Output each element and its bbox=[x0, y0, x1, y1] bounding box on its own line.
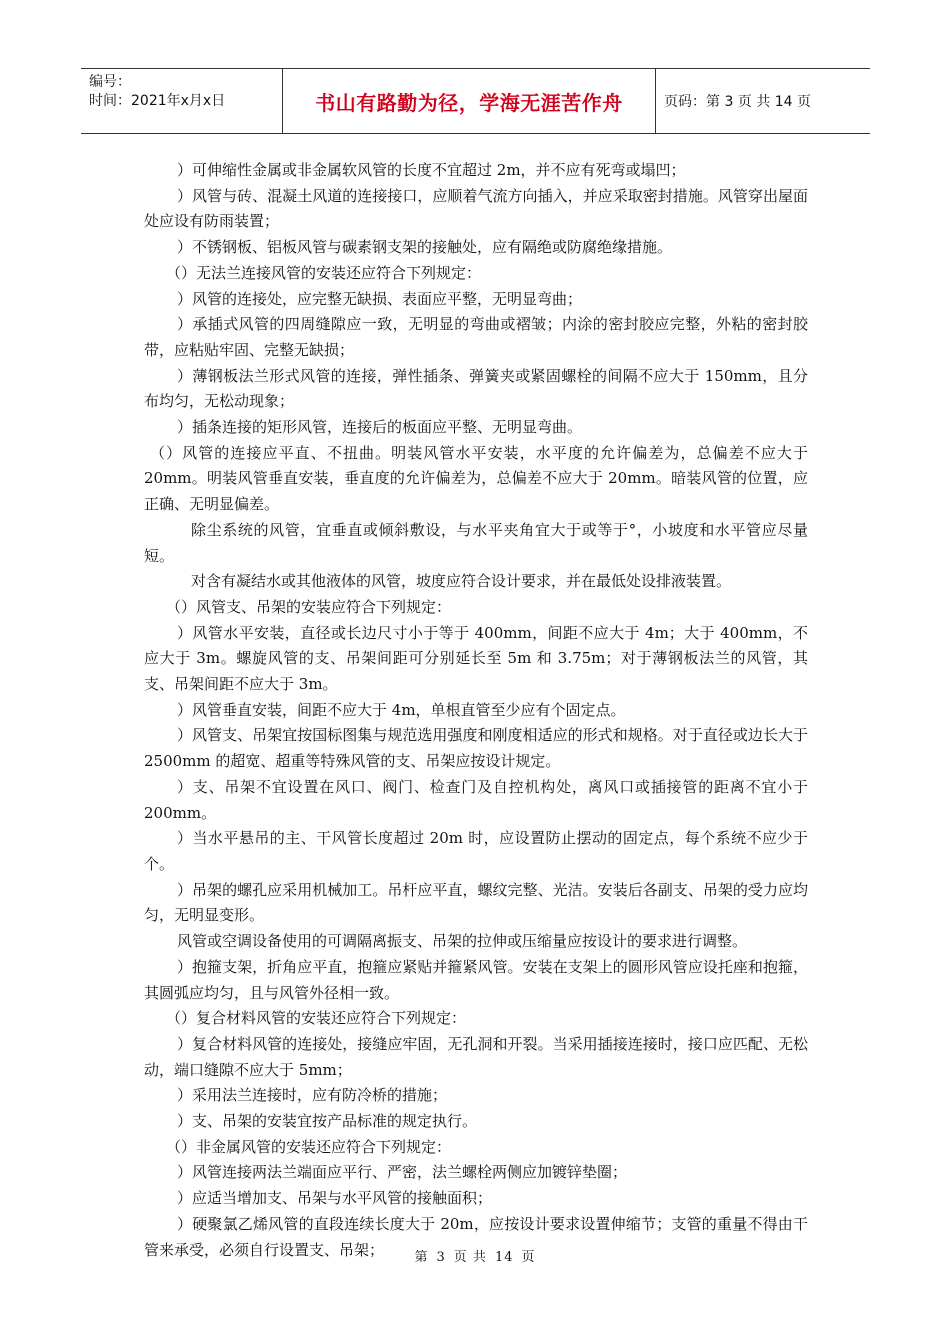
footer-mid: 页 共 bbox=[453, 1250, 487, 1265]
paragraph: ）承插式风管的四周缝隙应一致，无明显的弯曲或褶皱；内涂的密封胶应完整，外粘的密封胶带，应粘贴牢固、完整无缺损； bbox=[144, 315, 808, 359]
document-body bbox=[144, 158, 808, 1263]
paragraph: ）可伸缩性金属或非金属软风管的长度不宜超过 2m，并不应有死弯或塌凹； bbox=[177, 161, 686, 179]
paragraph: ）风管支、吊架宜按国标图集与规范选用强度和刚度相适应的形式和规格。对于直径或边长大于 2500mm 的超宽、超重等特殊风管的支、吊架应按设计规定。 bbox=[144, 726, 808, 771]
footer-total-pages: 14 bbox=[494, 1250, 514, 1265]
paragraph: ）风管水平安装，直径或长边尺寸小于等于 400mm，间距不应大于 4m；大于 400mm，不应大于 3m。螺旋风管的支、吊架间距可分别延长至 5m 和 3.75m；对于薄钢板法兰的风管，其支、吊架间距不应大于 3m。 bbox=[144, 623, 808, 694]
footer-suffix: 页 bbox=[521, 1250, 536, 1265]
paragraph: （）无法兰连接风管的安装还应符合下列规定： bbox=[166, 263, 482, 282]
paragraph: 除尘系统的风管，宜垂直或倾斜敷设，与水平夹角宜大于或等于°，小坡度和水平管应尽量短。 bbox=[144, 520, 808, 565]
paragraph: ）插条连接的矩形风管，连接后的板面应平整、无明显弯曲。 bbox=[177, 418, 583, 437]
document-date: 时间：2021年x月x日 bbox=[89, 93, 226, 109]
paragraph: ）风管与砖、混凝土风道的连接接口，应顺着气流方向插入，并应采取密封措施。风管穿出屋面处应设有防雨装置； bbox=[144, 186, 808, 231]
paragraph: ）吊架的螺孔应采用机械加工。吊杆应平直，螺纹完整、光洁。安装后各副支、吊架的受力应均匀，无明显变形。 bbox=[144, 880, 808, 925]
paragraph: 风管或空调设备使用的可调隔离振支、吊架的拉伸或压缩量应按设计的要求进行调整。 bbox=[177, 932, 748, 951]
page-header bbox=[81, 68, 870, 134]
paragraph: ）硬聚氯乙烯风管的直段连续长度大于 20m，应按设计要求设置伸缩节；支管的重量不得由干管来承受，必须自行设置支、吊架； bbox=[144, 1214, 808, 1259]
page-footer bbox=[0, 1246, 950, 1265]
paragraph: （）风管的连接应平直、不扭曲。明装风管水平安装，水平度的允许偏差为，总偏差不应大于 20mm。明装风管垂直安装，垂直度的允许偏差为，总偏差不应大于 20mm。暗装风管的位置，应正确、无明显偏差。 bbox=[144, 443, 808, 514]
footer-prefix: 第 bbox=[414, 1250, 429, 1265]
page-info: 页码：第 3 页 共 14 页 bbox=[664, 94, 811, 110]
header-meta bbox=[81, 69, 283, 133]
paragraph: ）风管垂直安装，间距不应大于 4m，单根直管至少应有个固定点。 bbox=[177, 700, 626, 719]
paragraph: 对含有凝结水或其他液体的风管，坡度应符合设计要求，并在最低处设排液装置。 bbox=[191, 572, 732, 591]
paragraph: ）支、吊架的安装宜按产品标准的规定执行。 bbox=[177, 1112, 478, 1131]
document-number: 编号： bbox=[89, 74, 131, 90]
paragraph: ）应适当增加支、吊架与水平风管的接触面积； bbox=[177, 1189, 493, 1208]
paragraph: ）采用法兰连接时，应有防冷桥的措施； bbox=[177, 1086, 448, 1105]
paragraph: ）复合材料风管的连接处，接缝应牢固，无孔洞和开裂。当采用插接连接时，接口应匹配、无松动，端口缝隙不应大于 5mm； bbox=[144, 1034, 808, 1079]
paragraph: （）复合材料风管的安装还应符合下列规定： bbox=[166, 1009, 467, 1028]
paragraph: ）抱箍支架，折角应平直，抱箍应紧贴并箍紧风管。安装在支架上的圆形风管应设托座和抱箍，其圆弧应均匀，且与风管外径相一致。 bbox=[144, 957, 808, 1002]
paragraph: ）支、吊架不宜设置在风口、阀门、检查门及自控机构处，离风口或插接管的距离不宜小于 200mm。 bbox=[144, 777, 808, 822]
header-page-info bbox=[656, 69, 870, 133]
footer-current-page: 3 bbox=[436, 1250, 446, 1265]
paragraph: （）非金属风管的安装还应符合下列规定： bbox=[166, 1137, 452, 1156]
paragraph: ）风管连接两法兰端面应平行、严密，法兰螺栓两侧应加镀锌垫圈； bbox=[177, 1163, 628, 1182]
paragraph: ）风管的连接处，应完整无缺损、表面应平整，无明显弯曲； bbox=[177, 289, 583, 308]
paragraph: ）薄钢板法兰形式风管的连接，弹性插条、弹簧夹或紧固螺栓的间隔不应大于 150mm，且分布均匀，无松动现象； bbox=[144, 366, 808, 411]
paragraph: ）不锈钢板、铝板风管与碳素钢支架的接触处，应有隔绝或防腐绝缘措施。 bbox=[177, 238, 673, 257]
header-motto-cell bbox=[283, 69, 656, 133]
paragraph: ）当水平悬吊的主、干风管长度超过 20m 时，应设置防止摆动的固定点，每个系统不应少于个。 bbox=[144, 829, 808, 873]
motto: 书山有路勤为径，学海无涯苦作舟 bbox=[315, 90, 623, 115]
paragraph: （）风管支、吊架的安装应符合下列规定： bbox=[166, 597, 452, 616]
